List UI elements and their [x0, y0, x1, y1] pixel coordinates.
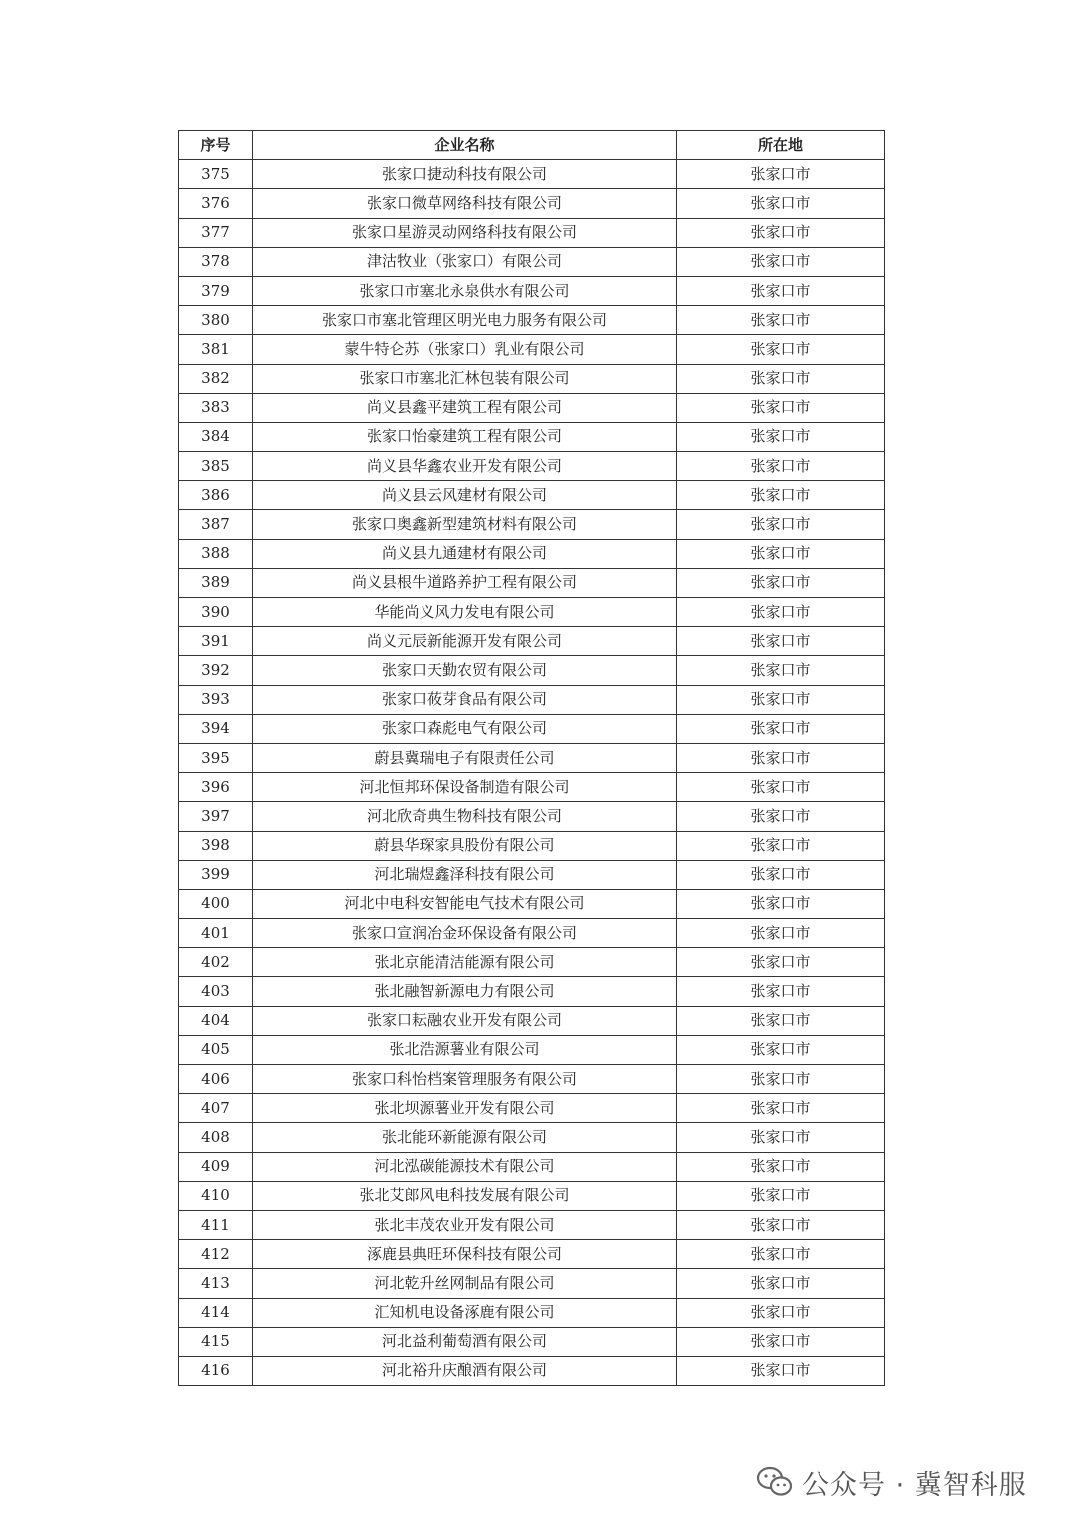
table-row	[179, 1094, 885, 1123]
location-cell: 张家口市	[677, 860, 885, 889]
company-name-cell: 张家口捷动科技有限公司	[253, 160, 677, 189]
company-name-cell: 津沽牧业（张家口）有限公司	[253, 247, 677, 276]
location-cell: 张家口市	[677, 393, 885, 422]
location-cell: 张家口市	[677, 831, 885, 860]
location-cell: 张家口市	[677, 306, 885, 335]
location-cell: 张家口市	[677, 598, 885, 627]
table-row	[179, 860, 885, 889]
company-name-cell: 河北瑞煜鑫泽科技有限公司	[253, 860, 677, 889]
company-name-cell: 河北泓碳能源技术有限公司	[253, 1152, 677, 1181]
location-cell: 张家口市	[677, 919, 885, 948]
company-name-cell: 蒙牛特仑苏（张家口）乳业有限公司	[253, 335, 677, 364]
location-cell: 张家口市	[677, 1210, 885, 1239]
row-index-cell: 412	[179, 1240, 253, 1269]
location-cell: 张家口市	[677, 773, 885, 802]
row-index-cell: 394	[179, 714, 253, 743]
table-row	[179, 306, 885, 335]
table-header-row	[179, 131, 885, 160]
row-index-cell: 415	[179, 1327, 253, 1356]
table-row	[179, 1152, 885, 1181]
location-cell: 张家口市	[677, 364, 885, 393]
table-row	[179, 189, 885, 218]
company-name-cell: 张家口市塞北管理区明光电力服务有限公司	[253, 306, 677, 335]
location-cell: 张家口市	[677, 452, 885, 481]
table-row	[179, 1327, 885, 1356]
table-row	[179, 714, 885, 743]
watermark-text: 公众号 · 冀智科服	[802, 1469, 1027, 1501]
company-name-cell: 尚义县九通建材有限公司	[253, 539, 677, 568]
company-name-cell: 张家口星游灵动网络科技有限公司	[253, 218, 677, 247]
company-name-cell: 张家口怡豪建筑工程有限公司	[253, 422, 677, 451]
location-cell: 张家口市	[677, 1181, 885, 1210]
location-cell: 张家口市	[677, 743, 885, 772]
table-row	[179, 1181, 885, 1210]
company-name-cell: 张家口宣润冶金环保设备有限公司	[253, 919, 677, 948]
row-index-cell: 376	[179, 189, 253, 218]
company-name-cell: 河北中电科安智能电气技术有限公司	[253, 889, 677, 918]
table-row	[179, 1240, 885, 1269]
company-name-cell: 张家口市塞北汇林包装有限公司	[253, 364, 677, 393]
row-index-cell: 400	[179, 889, 253, 918]
location-cell: 张家口市	[677, 1240, 885, 1269]
location-cell: 张家口市	[677, 685, 885, 714]
company-name-cell: 张北能环新能源有限公司	[253, 1123, 677, 1152]
table-row	[179, 539, 885, 568]
header-company-name: 企业名称	[253, 131, 677, 160]
row-index-cell: 380	[179, 306, 253, 335]
location-cell: 张家口市	[677, 539, 885, 568]
table-row	[179, 393, 885, 422]
table-row	[179, 977, 885, 1006]
row-index-cell: 401	[179, 919, 253, 948]
table-row	[179, 1035, 885, 1064]
location-cell: 张家口市	[677, 1006, 885, 1035]
company-name-cell: 河北恒邦环保设备制造有限公司	[253, 773, 677, 802]
table-row	[179, 1006, 885, 1035]
wechat-icon	[756, 1466, 794, 1498]
company-name-cell: 蔚县华琛家具股份有限公司	[253, 831, 677, 860]
row-index-cell: 381	[179, 335, 253, 364]
table-row	[179, 568, 885, 597]
table-row	[179, 1210, 885, 1239]
location-cell: 张家口市	[677, 247, 885, 276]
location-cell: 张家口市	[677, 1327, 885, 1356]
table-row	[179, 627, 885, 656]
location-cell: 张家口市	[677, 276, 885, 305]
row-index-cell: 403	[179, 977, 253, 1006]
company-name-cell: 张北坝源薯业开发有限公司	[253, 1094, 677, 1123]
row-index-cell: 375	[179, 160, 253, 189]
company-name-cell: 尚义县根牛道路养护工程有限公司	[253, 568, 677, 597]
table-row	[179, 743, 885, 772]
company-name-cell: 尚义县华鑫农业开发有限公司	[253, 452, 677, 481]
location-cell: 张家口市	[677, 802, 885, 831]
row-index-cell: 404	[179, 1006, 253, 1035]
company-name-cell: 河北乾升丝网制品有限公司	[253, 1269, 677, 1298]
location-cell: 张家口市	[677, 1269, 885, 1298]
company-name-cell: 涿鹿县典旺环保科技有限公司	[253, 1240, 677, 1269]
table-row	[179, 422, 885, 451]
table-row	[179, 773, 885, 802]
row-index-cell: 395	[179, 743, 253, 772]
company-name-cell: 张北京能清洁能源有限公司	[253, 948, 677, 977]
company-name-cell: 汇知机电设备涿鹿有限公司	[253, 1298, 677, 1327]
company-name-cell: 华能尚义风力发电有限公司	[253, 598, 677, 627]
company-name-cell: 河北欣奇典生物科技有限公司	[253, 802, 677, 831]
location-cell: 张家口市	[677, 335, 885, 364]
company-name-cell: 张家口科怡档案管理服务有限公司	[253, 1065, 677, 1094]
enterprise-table	[178, 130, 885, 1386]
table-row	[179, 276, 885, 305]
company-name-cell: 张北浩源薯业有限公司	[253, 1035, 677, 1064]
row-index-cell: 410	[179, 1181, 253, 1210]
table-body	[179, 160, 885, 1386]
table-row	[179, 685, 885, 714]
location-cell: 张家口市	[677, 1152, 885, 1181]
location-cell: 张家口市	[677, 1035, 885, 1064]
table-row	[179, 831, 885, 860]
location-cell: 张家口市	[677, 627, 885, 656]
company-name-cell: 河北益利葡萄酒有限公司	[253, 1327, 677, 1356]
company-name-cell: 河北裕升庆酿酒有限公司	[253, 1356, 677, 1385]
company-name-cell: 张家口市塞北永泉供水有限公司	[253, 276, 677, 305]
location-cell: 张家口市	[677, 189, 885, 218]
table-row	[179, 452, 885, 481]
location-cell: 张家口市	[677, 510, 885, 539]
company-name-cell: 张家口莜芽食品有限公司	[253, 685, 677, 714]
company-name-cell: 张家口天勤农贸有限公司	[253, 656, 677, 685]
table-row	[179, 364, 885, 393]
row-index-cell: 398	[179, 831, 253, 860]
company-name-cell: 张北艾郎风电科技发展有限公司	[253, 1181, 677, 1210]
table-row	[179, 218, 885, 247]
row-index-cell: 386	[179, 481, 253, 510]
row-index-cell: 414	[179, 1298, 253, 1327]
table-row	[179, 802, 885, 831]
location-cell: 张家口市	[677, 1123, 885, 1152]
location-cell: 张家口市	[677, 1356, 885, 1385]
table-row	[179, 1356, 885, 1385]
table-row	[179, 656, 885, 685]
location-cell: 张家口市	[677, 1065, 885, 1094]
table-row	[179, 598, 885, 627]
table-row	[179, 919, 885, 948]
company-name-cell: 张北丰茂农业开发有限公司	[253, 1210, 677, 1239]
row-index-cell: 402	[179, 948, 253, 977]
row-index-cell: 396	[179, 773, 253, 802]
location-cell: 张家口市	[677, 422, 885, 451]
company-name-cell: 张家口微草网络科技有限公司	[253, 189, 677, 218]
row-index-cell: 399	[179, 860, 253, 889]
company-name-cell: 尚义元辰新能源开发有限公司	[253, 627, 677, 656]
row-index-cell: 409	[179, 1152, 253, 1181]
table-row	[179, 481, 885, 510]
row-index-cell: 383	[179, 393, 253, 422]
table-row	[179, 948, 885, 977]
location-cell: 张家口市	[677, 568, 885, 597]
row-index-cell: 405	[179, 1035, 253, 1064]
table-row	[179, 1065, 885, 1094]
location-cell: 张家口市	[677, 1094, 885, 1123]
row-index-cell: 384	[179, 422, 253, 451]
table-row	[179, 335, 885, 364]
row-index-cell: 389	[179, 568, 253, 597]
row-index-cell: 407	[179, 1094, 253, 1123]
table-row	[179, 1269, 885, 1298]
enterprise-table-container	[178, 130, 884, 1386]
watermark	[756, 1462, 1027, 1502]
company-name-cell: 张家口耘融农业开发有限公司	[253, 1006, 677, 1035]
row-index-cell: 397	[179, 802, 253, 831]
header-index: 序号	[179, 131, 253, 160]
row-index-cell: 388	[179, 539, 253, 568]
location-cell: 张家口市	[677, 889, 885, 918]
row-index-cell: 416	[179, 1356, 253, 1385]
row-index-cell: 390	[179, 598, 253, 627]
location-cell: 张家口市	[677, 1298, 885, 1327]
table-row	[179, 247, 885, 276]
row-index-cell: 391	[179, 627, 253, 656]
row-index-cell: 382	[179, 364, 253, 393]
row-index-cell: 392	[179, 656, 253, 685]
location-cell: 张家口市	[677, 977, 885, 1006]
company-name-cell: 张家口奥鑫新型建筑材料有限公司	[253, 510, 677, 539]
company-name-cell: 尚义县鑫平建筑工程有限公司	[253, 393, 677, 422]
row-index-cell: 393	[179, 685, 253, 714]
row-index-cell: 377	[179, 218, 253, 247]
table-row	[179, 1123, 885, 1152]
location-cell: 张家口市	[677, 656, 885, 685]
row-index-cell: 408	[179, 1123, 253, 1152]
table-row	[179, 1298, 885, 1327]
table-row	[179, 889, 885, 918]
location-cell: 张家口市	[677, 160, 885, 189]
location-cell: 张家口市	[677, 948, 885, 977]
row-index-cell: 378	[179, 247, 253, 276]
company-name-cell: 张家口森彪电气有限公司	[253, 714, 677, 743]
header-location: 所在地	[677, 131, 885, 160]
row-index-cell: 379	[179, 276, 253, 305]
table-row	[179, 510, 885, 539]
row-index-cell: 411	[179, 1210, 253, 1239]
company-name-cell: 蔚县冀瑞电子有限责任公司	[253, 743, 677, 772]
row-index-cell: 406	[179, 1065, 253, 1094]
row-index-cell: 387	[179, 510, 253, 539]
row-index-cell: 413	[179, 1269, 253, 1298]
table-row	[179, 160, 885, 189]
row-index-cell: 385	[179, 452, 253, 481]
location-cell: 张家口市	[677, 714, 885, 743]
company-name-cell: 尚义县云风建材有限公司	[253, 481, 677, 510]
company-name-cell: 张北融智新源电力有限公司	[253, 977, 677, 1006]
location-cell: 张家口市	[677, 481, 885, 510]
location-cell: 张家口市	[677, 218, 885, 247]
